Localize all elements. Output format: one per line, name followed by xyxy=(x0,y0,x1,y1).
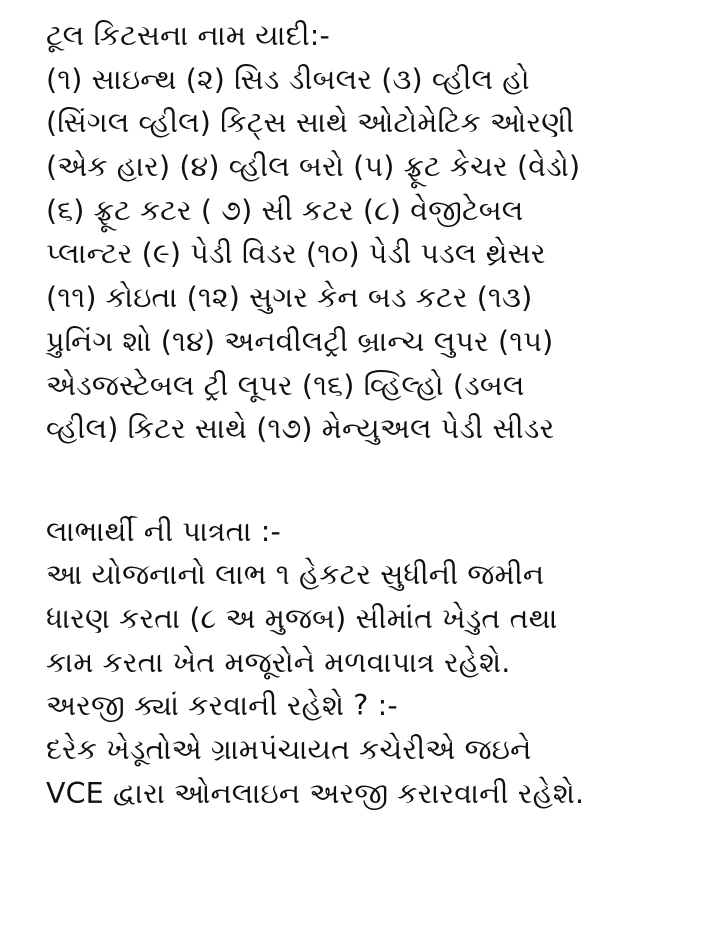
application-line-1: દરેક ખેડૂતોએ ગ્રામપંચાયત કચેરીએ જઇને xyxy=(46,733,532,766)
document-body xyxy=(46,14,710,815)
tools-line-5: પ્લાન્ટર (૯) પેડી વિડર (૧૦) પેડી પડલ થ્રેસર xyxy=(46,237,546,271)
section-spacer-extra xyxy=(46,495,710,510)
application-line-2: VCE દ્વારા ઓનલાઇન અરજી કરારવાની રહેશે. xyxy=(46,776,585,810)
tools-line-2: (સિંગલ વ્હીલ) કિટ્સ સાથે ઓટોમેટિક ઓરણી xyxy=(46,106,575,140)
eligibility-line-3: કામ કરતા ખેત મજૂરોને મળવાપાત્ર રહેશે. xyxy=(46,645,511,679)
tools-line-6: (૧૧) કોઇતા (૧૨) સુગર કેન બડ કટર (૧૩) xyxy=(46,281,533,315)
tools-line-1: (૧) સાઇન્થ (૨) સિડ ડીબલર (૩) વ્હીલ હો xyxy=(46,62,530,96)
tools-line-3: (એક હાર) (૪) વ્હીલ બરો (૫) ફ્રૂટ કેચર (વેડો) xyxy=(46,150,581,184)
tools-heading: ટૂલ કિટસના નામ યાદી:- xyxy=(46,19,330,52)
section-spacer xyxy=(46,451,710,495)
tools-line-9: વ્હીલ) કિટર સાથે (૧૭) મેન્યુઅલ પેડી સીડર xyxy=(46,412,555,446)
eligibility-line-2: ધારણ કરતા (૮ અ મુજબ) સીમાંત ખેડુત તથા xyxy=(46,601,558,635)
eligibility-heading: લાભાર્થી ની પાત્રતા :- xyxy=(46,514,281,548)
tools-line-8: એડજસ્ટેબલ ટ્રી લૂપર (૧૬) વ્હિલ્હો (ડબલ xyxy=(46,368,525,402)
tools-line-7: પ્રુનિંગ શો (૧૪) અનવીલટ્રી બ્રાન્ચ લુપર (૧૫) xyxy=(46,324,554,358)
tools-line-4: (૬) ફ્રૂટ કટર ( ૭) સી કટર (૮) વેજીટેબલ xyxy=(46,193,524,227)
eligibility-line-1: આ યોજનાનો લાભ ૧ હેકટર સુધીની જમીન xyxy=(46,558,545,592)
application-heading: અરજી ક્યાં કરવાની રહેશે ? :- xyxy=(46,689,398,723)
